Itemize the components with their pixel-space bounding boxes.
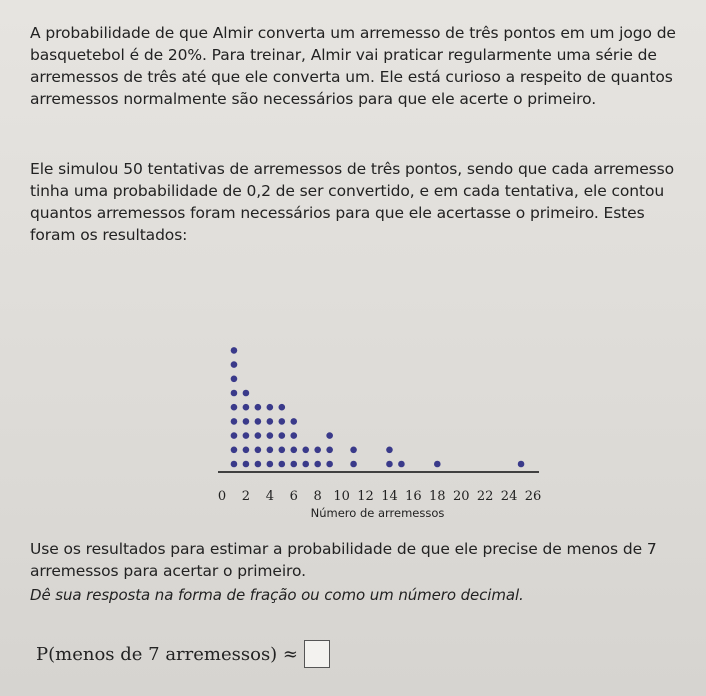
- x-tick-label: 10: [333, 489, 350, 504]
- data-dot: [398, 461, 405, 468]
- data-dot: [243, 404, 250, 411]
- data-dot: [231, 461, 238, 468]
- data-dot: [231, 390, 238, 397]
- data-dot: [279, 461, 286, 468]
- answer-row: [36, 640, 330, 668]
- data-dot: [267, 461, 274, 468]
- answer-instruction: Dê sua resposta na forma de fração ou como um número decimal.: [30, 586, 524, 604]
- x-tick-label: 14: [381, 489, 398, 504]
- x-tick-label: 18: [429, 489, 446, 504]
- data-dot: [518, 461, 525, 468]
- x-tick-label: 16: [405, 489, 422, 504]
- x-tick-label: 12: [357, 489, 374, 504]
- data-dot: [279, 432, 286, 439]
- data-dot: [279, 418, 286, 425]
- data-dot: [231, 418, 238, 425]
- data-dot: [314, 447, 321, 454]
- data-dot: [243, 390, 250, 397]
- x-axis-label: Número de arremessos: [310, 506, 445, 520]
- data-dot: [290, 447, 297, 454]
- x-tick-label: 26: [524, 489, 542, 504]
- x-tick-label: 6: [289, 489, 298, 504]
- data-dot: [243, 432, 250, 439]
- data-dot: [255, 432, 262, 439]
- x-tick-label: 2: [241, 489, 251, 504]
- data-dot: [255, 447, 262, 454]
- data-dot: [279, 404, 286, 411]
- data-dot: [290, 432, 297, 439]
- data-dot: [231, 347, 238, 354]
- data-dot: [386, 461, 393, 468]
- data-dot: [243, 447, 250, 454]
- data-dot: [290, 461, 297, 468]
- data-dot: [302, 461, 309, 468]
- x-tick-label: 22: [476, 489, 494, 504]
- question-text: Use os resultados para estimar a probabilidade de que ele precise de menos de 7 arremessos para acertar o primeiro.: [30, 540, 657, 580]
- data-dot: [279, 447, 286, 454]
- data-dot: [243, 461, 250, 468]
- data-dot: [326, 461, 333, 468]
- data-dot: [255, 404, 262, 411]
- data-dot: [231, 432, 238, 439]
- data-dot: [290, 418, 297, 425]
- data-dot: [350, 461, 357, 468]
- x-tick-label: 24: [500, 489, 518, 504]
- x-tick-label: 0: [217, 489, 227, 504]
- data-dot: [231, 376, 238, 383]
- x-tick-label: 8: [313, 489, 322, 504]
- data-dot: [255, 418, 262, 425]
- simulation-description: Ele simulou 50 tentativas de arremessos de três pontos, sendo que cada arremesso tinha uma probabilidade de 0,2 de ser convertido, e em cada tentativa, ele contou quantos arremessos foram necessários para que ele acertasse o primeiro. Estes foram os resultados:: [30, 160, 674, 244]
- data-dot: [267, 432, 274, 439]
- data-dot: [326, 447, 333, 454]
- x-tick-label: 4: [265, 489, 274, 504]
- data-dot: [255, 461, 262, 468]
- data-dot: [326, 432, 333, 439]
- data-dot: [231, 361, 238, 368]
- data-dot: [231, 447, 238, 454]
- x-tick-label: 20: [452, 489, 470, 504]
- data-dot: [267, 418, 274, 425]
- data-dot: [434, 461, 441, 468]
- data-dot: [314, 461, 321, 468]
- data-dot: [386, 447, 393, 454]
- problem-intro: A probabilidade de que Almir converta um arremesso de três pontos em um jogo de basquetebol é de 20%. Para treinar, Almir vai praticar regularmente uma série de arremessos de três até que ele converta um. Ele está curioso a respeito de quantos arremessos normalmente são necessários para que ele acerte o primeiro.: [30, 24, 676, 108]
- answer-input-box[interactable]: [304, 640, 330, 668]
- data-dot: [302, 447, 309, 454]
- data-dot: [243, 418, 250, 425]
- data-dot: [350, 447, 357, 454]
- data-dot: [267, 404, 274, 411]
- answer-label: P(menos de 7 arremessos) ≈: [36, 643, 299, 665]
- data-dot: [267, 447, 274, 454]
- data-dot: [231, 404, 238, 411]
